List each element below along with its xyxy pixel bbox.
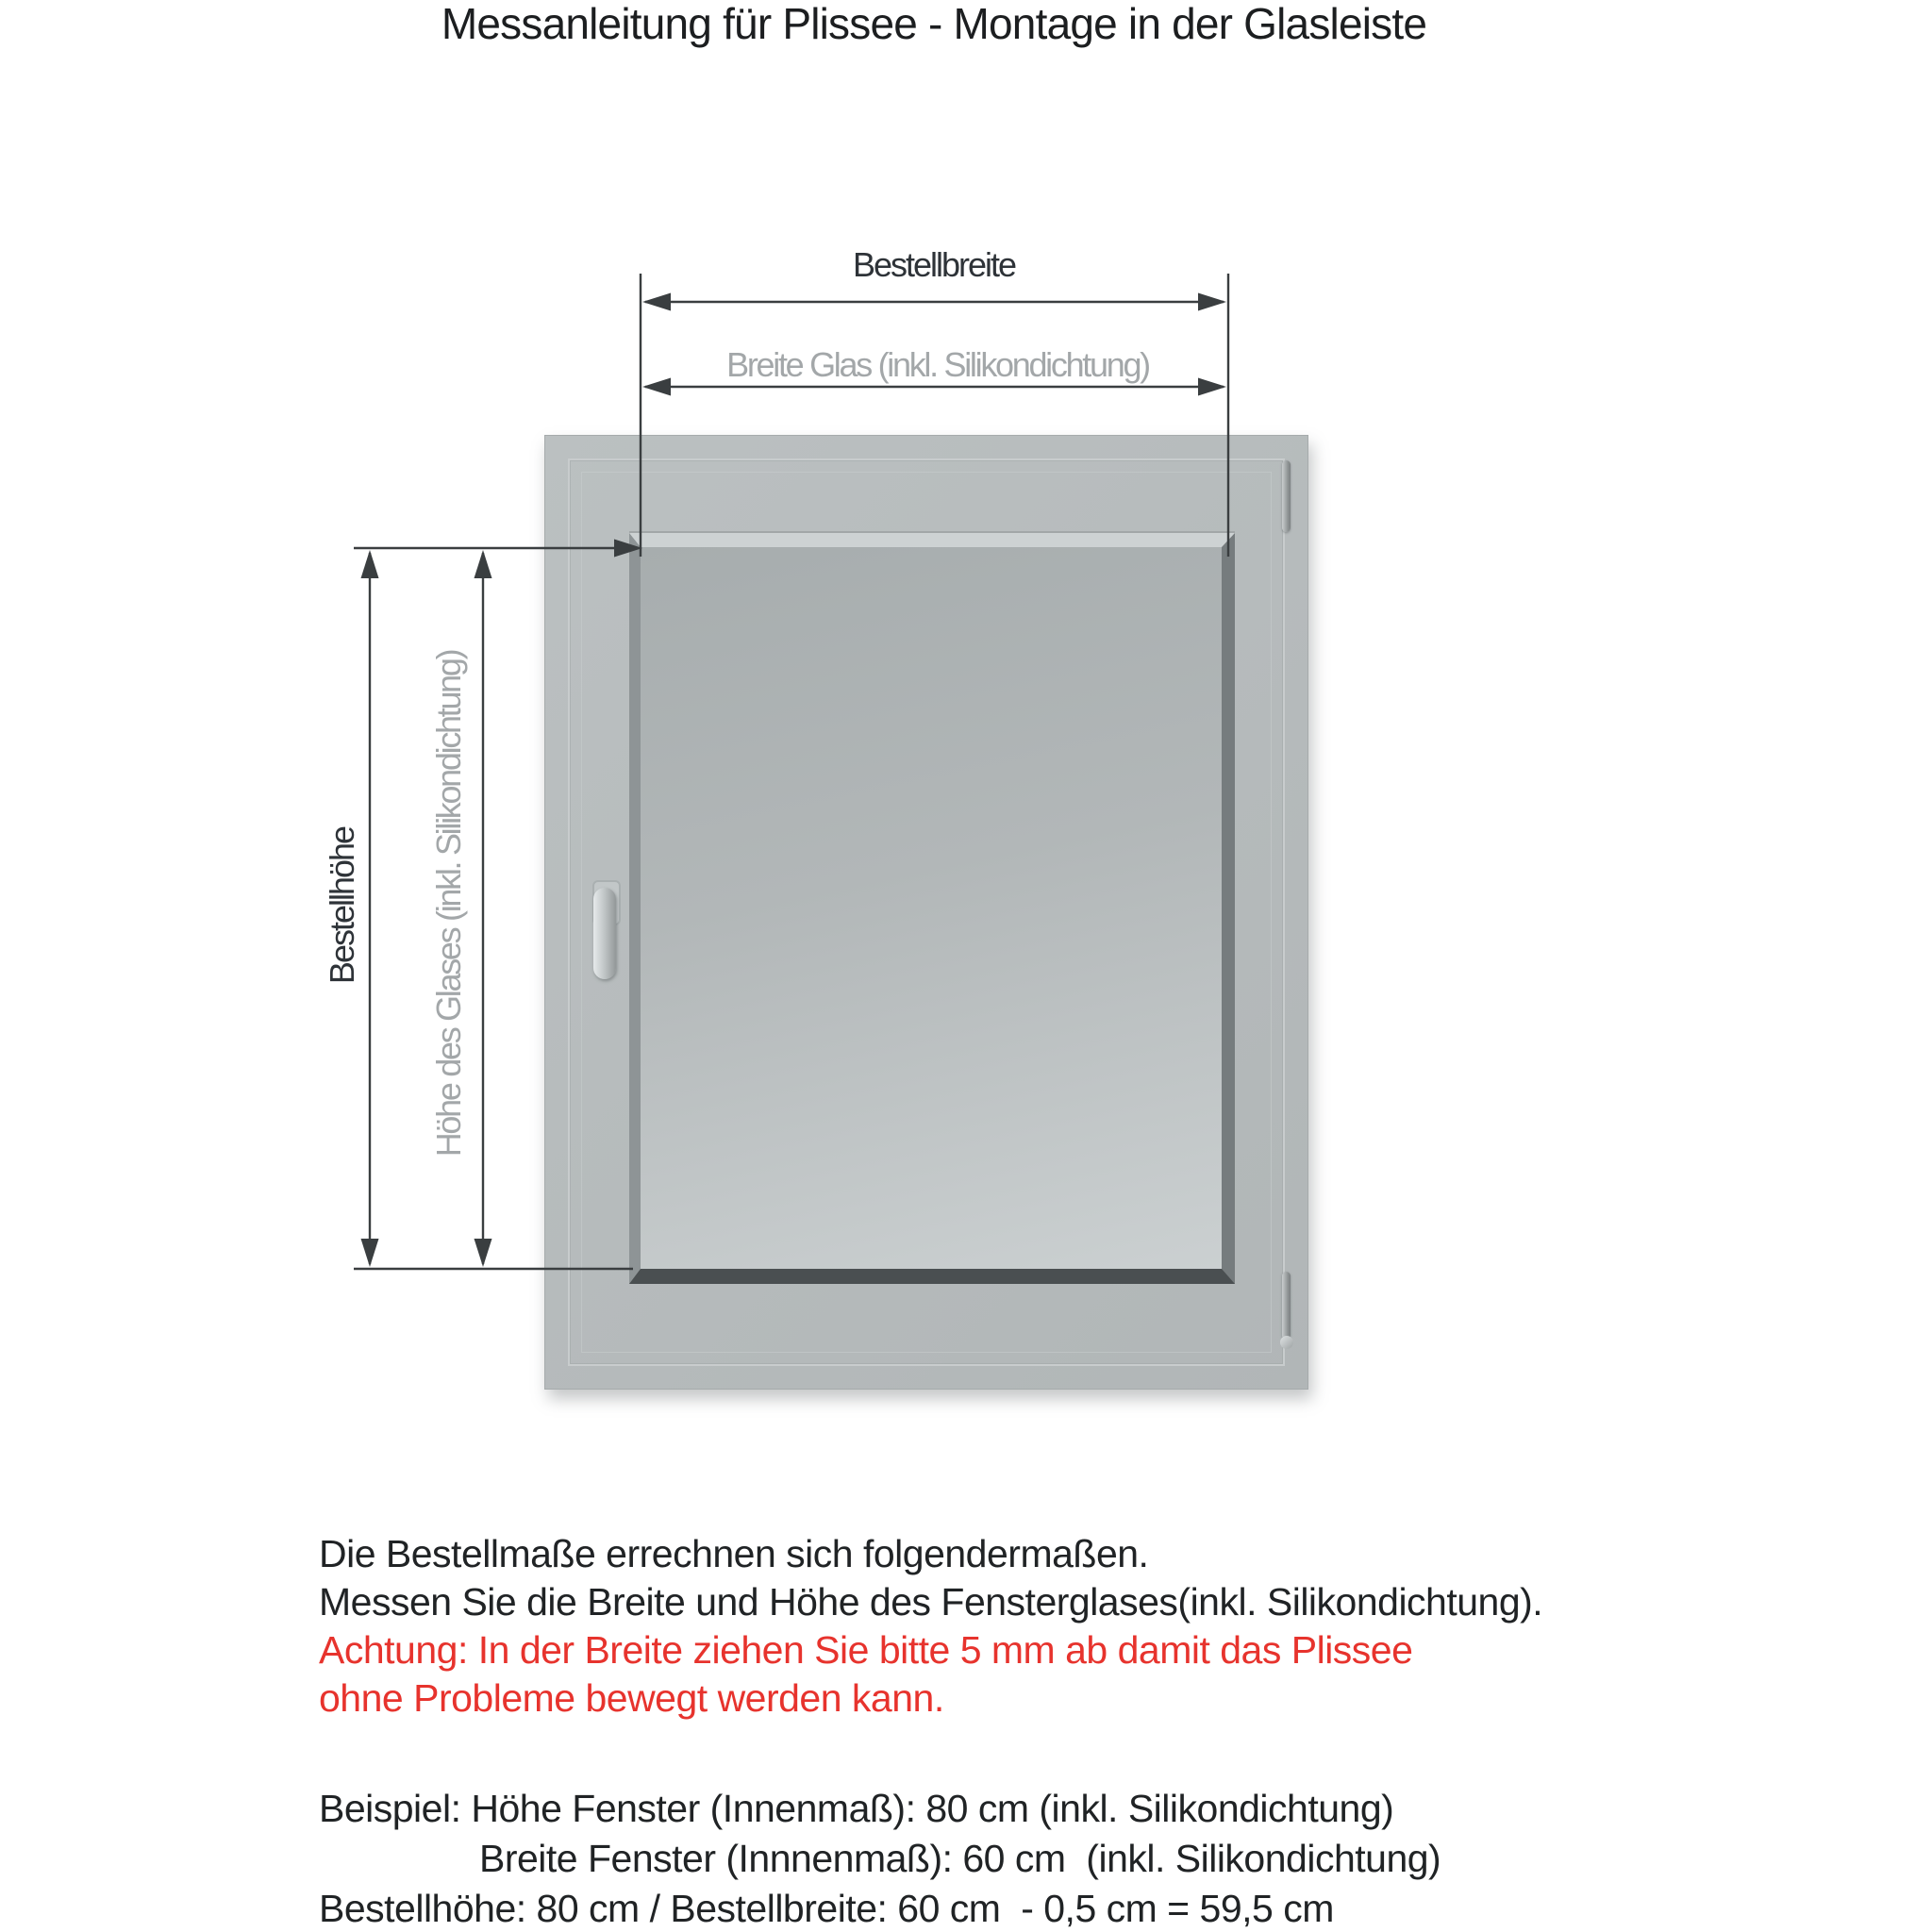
glass-height-arrowhead-top [475,550,492,578]
window-hinge-bottom [1282,1272,1291,1340]
warning-line-2: ohne Probleme bewegt werden kann. [319,1676,944,1720]
glass-width-arrowhead-right [1198,378,1226,396]
instructions-paragraph [319,1530,1542,1723]
window-hinge-top [1282,460,1291,532]
example-line-2: Breite Fenster (Innnenmaß): 60 cm (inkl. Silikondichtung) [479,1837,1441,1880]
glass-width-arrowhead-left [642,378,671,396]
example-paragraph [319,1784,1441,1932]
order-width-arrowhead-right [1198,293,1226,311]
order-height-arrowhead-top [361,550,379,578]
window-hinge-bottom-cap [1280,1336,1293,1349]
instructions-line-1: Die Bestellmaße errechnen sich folgendermaßen. [319,1532,1149,1575]
window-glass-pane [629,533,1235,1284]
warning-line-1: Achtung: In der Breite ziehen Sie bitte 5 mm ab damit das Plissee [319,1628,1413,1672]
order-width-arrowhead-left [642,293,671,311]
window-illustration [544,435,1308,1390]
window-handle [593,888,616,979]
label-order-width: Bestellbreite [852,245,1016,284]
instructions-line-2: Messen Sie die Breite und Höhe des Fensterglases(inkl. Silikondichtung). [319,1580,1543,1624]
example-line-1: Beispiel: Höhe Fenster (Innenmaß): 80 cm (inkl. Silikondichtung) [319,1787,1394,1830]
glass-height-arrowhead-bottom [475,1239,492,1267]
example-line-3: Bestellhöhe: 80 cm / Bestellbreite: 60 cm - 0,5 cm = 59,5 cm [319,1887,1334,1930]
order-height-arrowhead-bottom [361,1239,379,1267]
label-glass-width: Breite Glas (inkl. Silikondichtung) [726,345,1149,384]
page-title: Messanleitung für Plissee - Montage in der Glasleiste [441,0,1427,48]
label-glass-height: Höhe des Glases (inkl. Silikondichtung) [429,650,468,1158]
label-order-height: Bestellhöhe [323,826,361,985]
